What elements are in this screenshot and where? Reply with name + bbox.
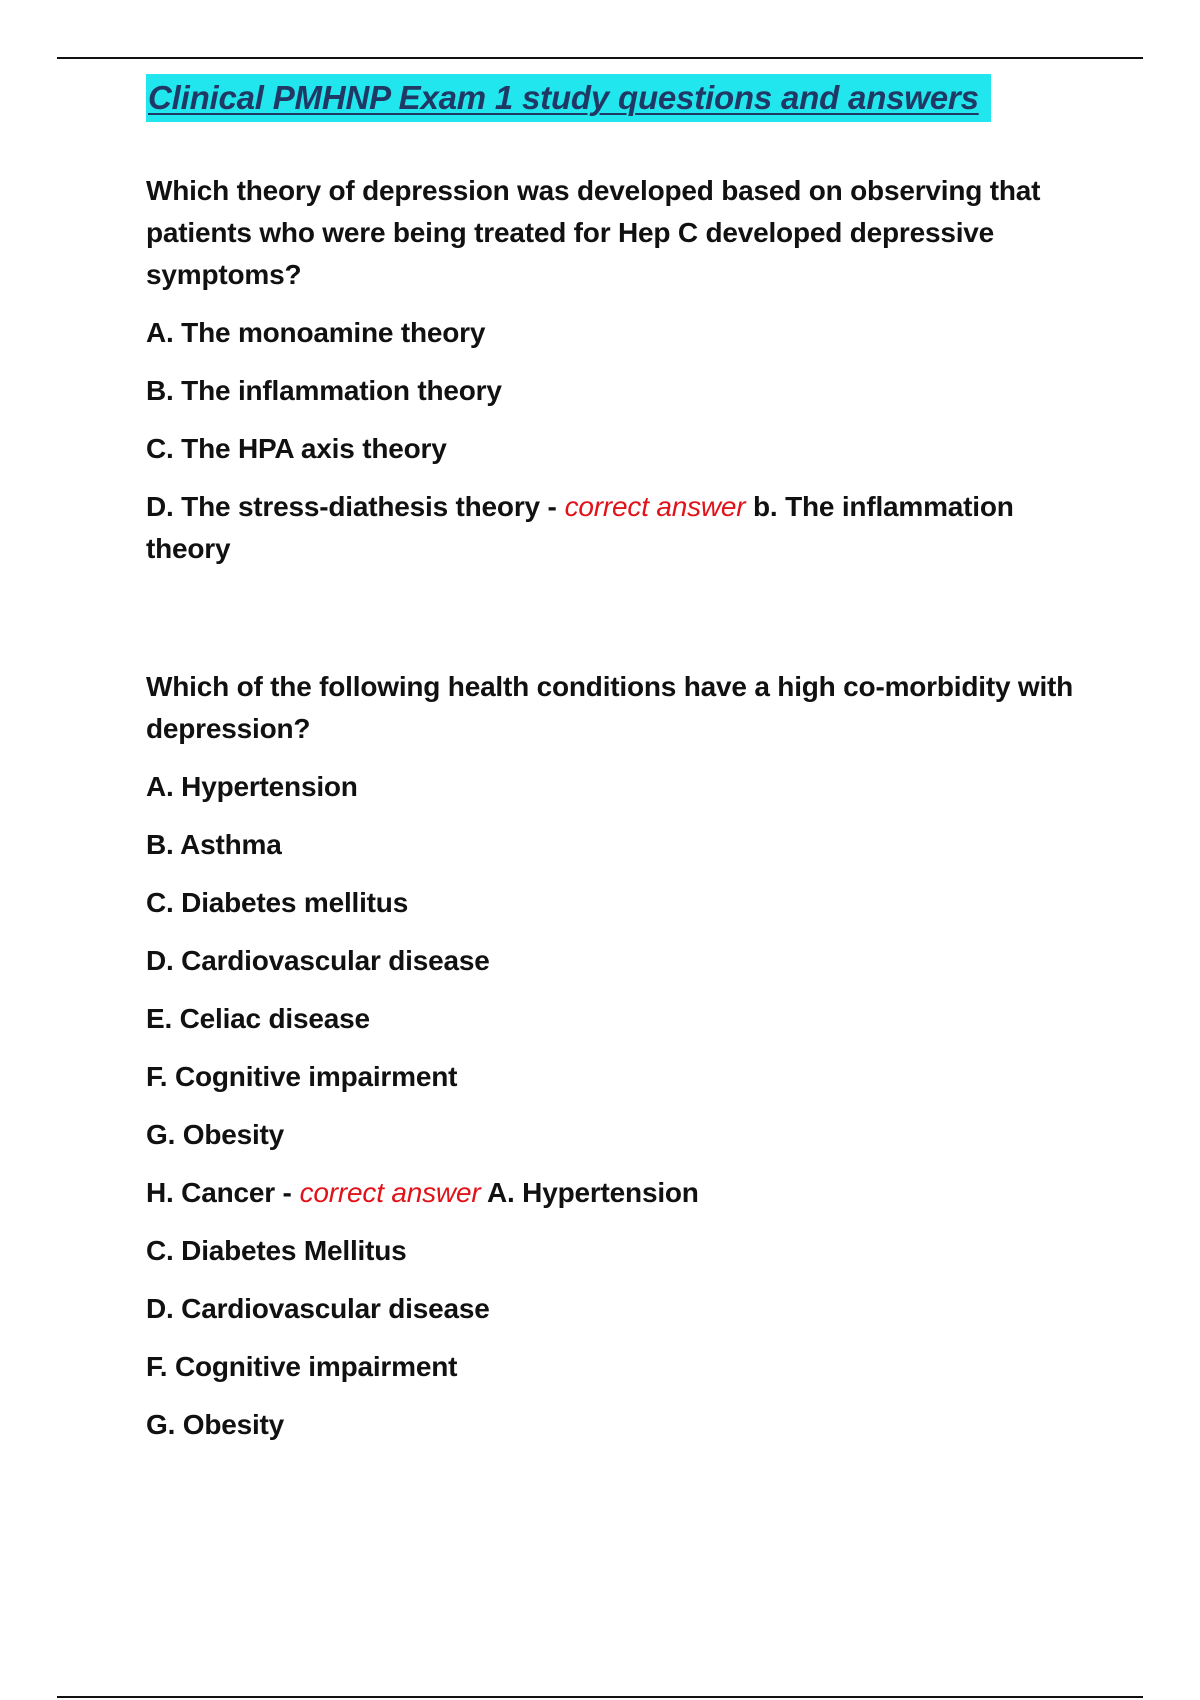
top-rule xyxy=(57,57,1143,59)
answer-option: G. Obesity xyxy=(146,1119,285,1150)
answer-option: A. Hypertension xyxy=(146,771,358,802)
answer-option: B. Asthma xyxy=(146,829,282,860)
correct-answer-text: A. Hypertension xyxy=(487,1177,699,1208)
question-block-2 xyxy=(146,666,1076,1446)
answer-option: B. The inflammation theory xyxy=(146,375,502,406)
bottom-rule xyxy=(57,1696,1143,1698)
correct-answer-label: correct answer xyxy=(564,491,746,522)
correct-answer-item: C. Diabetes Mellitus xyxy=(146,1235,407,1266)
question-text: Which of the following health conditions have a high co-morbidity with depression? xyxy=(146,671,1074,744)
correct-answer-item: G. Obesity xyxy=(146,1409,285,1440)
answer-option: F. Cognitive impairment xyxy=(146,1061,458,1092)
correct-answer-text: b. The inflammation theory xyxy=(146,491,1014,564)
correct-answer-item: D. Cardiovascular disease xyxy=(146,1293,490,1324)
answer-option: C. Diabetes mellitus xyxy=(146,887,409,918)
answer-option-label: D. The stress-diathesis theory - xyxy=(146,491,557,522)
answer-option-with-answer xyxy=(146,486,1076,570)
answer-option-label: H. Cancer - xyxy=(146,1177,292,1208)
answer-option: C. The HPA axis theory xyxy=(146,433,447,464)
question-text: Which theory of depression was developed based on observing that patients who were being treated for Hep C developed depressive symptoms? xyxy=(146,175,1041,290)
question-block-1 xyxy=(146,170,1076,570)
correct-answer-label: correct answer xyxy=(299,1177,481,1208)
answer-option: E. Celiac disease xyxy=(146,1003,370,1034)
document-title: Clinical PMHNP Exam 1 study questions and answers xyxy=(146,74,991,122)
answer-option: A. The monoamine theory xyxy=(146,317,486,348)
correct-answer-item: F. Cognitive impairment xyxy=(146,1351,458,1382)
answer-option: D. Cardiovascular disease xyxy=(146,945,490,976)
answer-option-with-answer xyxy=(146,1172,1076,1214)
document-body xyxy=(146,74,1076,1446)
